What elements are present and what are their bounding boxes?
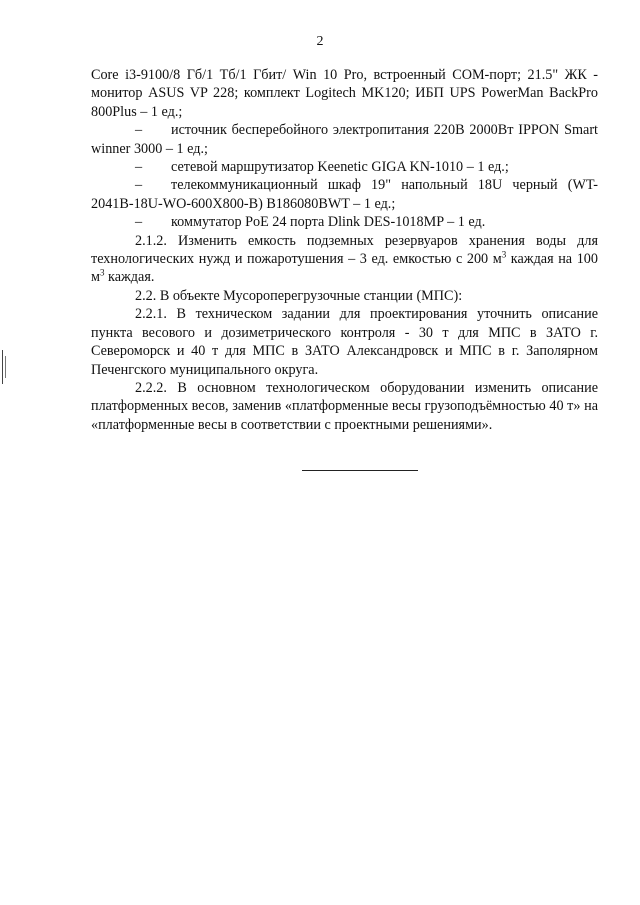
paragraph-2-2-1: 2.2.1. В техническом задании для проектирования уточнить описание пункта весового и дозиметрического контроля - 30 т для МПС в ЗАТО г. Североморск и 40 т для МПС в ЗАТО Александровск и МПС в г. Заполярном Печенгского муниципального округа.	[91, 306, 598, 378]
list-item-text: телекоммуникационный шкаф 19" напольный 18U черный (WT-2041B-18U-WO-600X800-B) B186080BWT – 1 ед.;	[91, 177, 598, 212]
paragraph-2-1-2	[91, 232, 598, 287]
list-dash: –	[135, 122, 143, 139]
closing-line	[302, 470, 418, 471]
margin-scan-mark	[5, 356, 6, 378]
list-item	[91, 121, 598, 158]
list-item-text: сетевой маршрутизатор Keenetic GIGA KN-1010 – 1 ед.;	[171, 159, 509, 176]
paragraph-2-1-2-text: каждая на 100 м	[91, 251, 598, 286]
list-dash: –	[135, 159, 143, 176]
list-item	[91, 213, 598, 231]
list-item-text: коммутатор PoE 24 порта Dlink DES-1018MP – 1 ед.	[171, 214, 486, 231]
list-dash: –	[135, 214, 143, 231]
margin-scan-mark	[2, 350, 3, 384]
paragraph-2-1-2-text: каждая.	[104, 269, 155, 286]
list-item	[91, 158, 598, 176]
paragraph-2-2-2: 2.2.2. В основном технологическом оборудовании изменить описание платформенных весов, заменив «платформенные весы грузоподъёмностью 40 т» на «платформенные весы в соответствии с проектными решениями».	[91, 379, 598, 433]
superscript-cube: 3	[99, 267, 105, 278]
paragraph-2-1-2-text: 2.1.2. Изменить емкость подземных резервуаров хранения воды для технологических нужд и пожаротушения – 3 ед. емкостью с 200 м	[91, 232, 598, 268]
paragraph-equipment-continued: Core i3-9100/8 Гб/1 Тб/1 Гбит/ Win 10 Pro, встроенный COM-порт; 21.5" ЖК - монитор ASUS VP 228; комплект Logitech MK120; ИБП UPS PowerMan BackPro 800Plus – 1 ед.;	[91, 67, 598, 120]
list-dash: –	[135, 177, 143, 194]
page-number: 2	[316, 34, 324, 49]
list-item	[91, 176, 598, 213]
paragraph-2-2: 2.2. В объекте Мусороперегрузочные станции (МПС):	[135, 287, 463, 304]
list-item-text: источник бесперебойного электропитания 220В 2000Вт IPPON Smart winner 3000 – 1 ед.;	[91, 122, 598, 157]
superscript-cube: 3	[501, 249, 507, 260]
document-body	[91, 66, 598, 434]
